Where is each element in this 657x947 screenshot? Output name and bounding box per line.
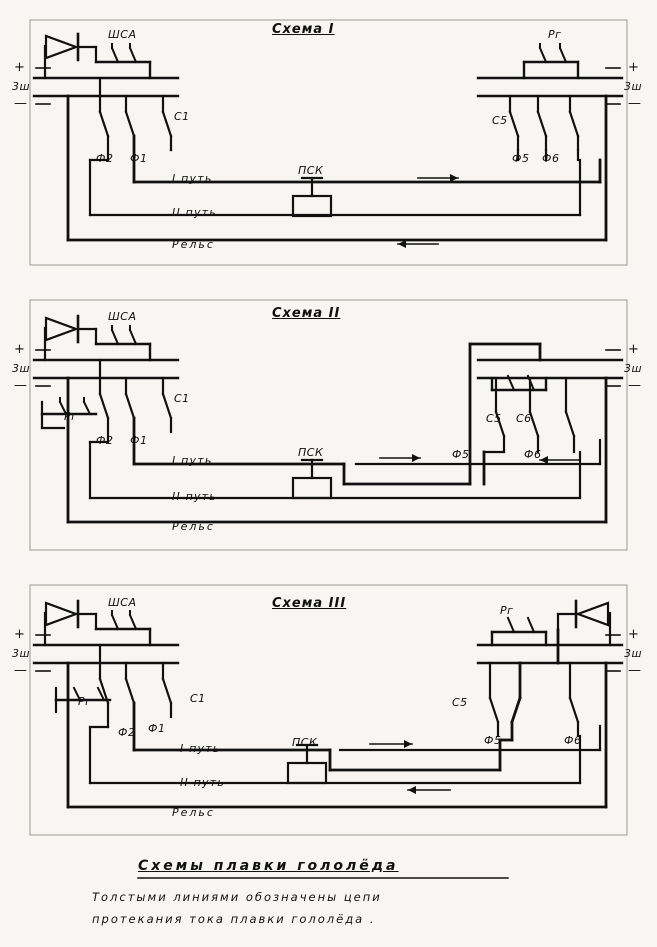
scheme-2-plus-right: + bbox=[628, 342, 640, 357]
scheme-2-plus-left: + bbox=[14, 342, 26, 357]
scheme-3-bus-right: 3ш bbox=[624, 647, 643, 660]
scheme-1-bus-left: 3ш bbox=[12, 80, 31, 93]
scheme-2-minus-right: — bbox=[628, 378, 642, 393]
scheme-1-label-c1: С1 bbox=[174, 110, 190, 123]
scheme-1-label-shsa: ШСА bbox=[108, 28, 137, 41]
scheme-2-minus-left: — bbox=[14, 378, 28, 393]
scheme-1-path-2: II путь bbox=[172, 206, 217, 219]
scheme-3-label-c1: С1 bbox=[190, 692, 206, 705]
scheme-3-label-c5: С5 bbox=[452, 696, 468, 709]
scheme-3-label-f2: Ф2 bbox=[118, 726, 136, 739]
scheme-1-path-1: I путь bbox=[172, 172, 213, 185]
figure-note-line-2: протекания тока плавки гололёда . bbox=[92, 912, 376, 926]
scheme-1-bus-right: 3ш bbox=[624, 80, 643, 93]
scheme-1-label-f2: Ф2 bbox=[96, 152, 114, 165]
scheme-2-label-rg-left: Рг bbox=[64, 410, 78, 423]
scheme-3-label-rg-right: Рг bbox=[500, 604, 514, 617]
scheme-2-graphics bbox=[30, 300, 627, 550]
scheme-1-graphics bbox=[30, 20, 627, 265]
scheme-3-label-f6: Ф6 bbox=[564, 734, 582, 747]
scheme-3-graphics bbox=[30, 585, 627, 835]
scheme-3-bus-left: 3ш bbox=[12, 647, 31, 660]
scheme-1-minus-right: — bbox=[628, 96, 642, 111]
scheme-3-rail: Рельс bbox=[172, 806, 215, 819]
scheme-3-label-f1: Ф1 bbox=[148, 722, 166, 735]
scheme-1-label-f1: Ф1 bbox=[130, 152, 148, 165]
scheme-2-bus-right: 3ш bbox=[624, 362, 643, 375]
scheme-3-label-rg-left: Рг bbox=[78, 695, 92, 708]
scheme-3-label-shsa: ШСА bbox=[108, 596, 137, 609]
scheme-1-rail: Рельс bbox=[172, 238, 215, 251]
scheme-1-label-f5: Ф5 bbox=[512, 152, 530, 165]
scheme-3-path-2: II путь bbox=[180, 776, 225, 789]
scheme-2-bus-left: 3ш bbox=[12, 362, 31, 375]
scheme-1-plus-right: + bbox=[628, 60, 640, 75]
scheme-3-minus-left: — bbox=[14, 663, 28, 678]
scheme-2-label-c1: С1 bbox=[174, 392, 190, 405]
scheme-1-title: Схема I bbox=[272, 22, 335, 37]
scheme-2-label-c6: С6 bbox=[516, 412, 532, 425]
scheme-2-path-2: II путь bbox=[172, 490, 217, 503]
scheme-3-plus-right: + bbox=[628, 627, 640, 642]
scheme-2-rail: Рельс bbox=[172, 520, 215, 533]
figure-caption: Схемы плавки гололёда bbox=[138, 858, 399, 874]
scheme-1-plus-left: + bbox=[14, 60, 26, 75]
scheme-3-label-f5: Ф5 bbox=[484, 734, 502, 747]
scheme-3-minus-right: — bbox=[628, 663, 642, 678]
scheme-3-plus-left: + bbox=[14, 627, 26, 642]
scheme-3-label-psk: ПСК bbox=[292, 736, 318, 749]
scheme-1-label-c5: С5 bbox=[492, 114, 508, 127]
scheme-1-minus-left: — bbox=[14, 96, 28, 111]
scheme-1-label-rg: Рг bbox=[548, 28, 562, 41]
scheme-3-path-1: I путь bbox=[180, 742, 221, 755]
scheme-1-label-f6: Ф6 bbox=[542, 152, 560, 165]
scheme-2-label-f1: Ф1 bbox=[130, 434, 148, 447]
figure-note-line-1: Толстыми линиями обозначены цепи bbox=[92, 890, 382, 904]
scheme-2-path-1: I путь bbox=[172, 454, 213, 467]
scheme-2-label-psk: ПСК bbox=[298, 446, 324, 459]
scheme-3-title: Схема III bbox=[272, 596, 347, 611]
scheme-2-label-f2: Ф2 bbox=[96, 434, 114, 447]
scheme-2-label-f6: Ф6 bbox=[524, 448, 542, 461]
scheme-2-label-c5: С5 bbox=[486, 412, 502, 425]
scheme-2-label-f5: Ф5 bbox=[452, 448, 470, 461]
scheme-2-label-shsa: ШСА bbox=[108, 310, 137, 323]
scheme-1-label-psk: ПСК bbox=[298, 164, 324, 177]
scheme-2-title: Схема II bbox=[272, 306, 341, 321]
